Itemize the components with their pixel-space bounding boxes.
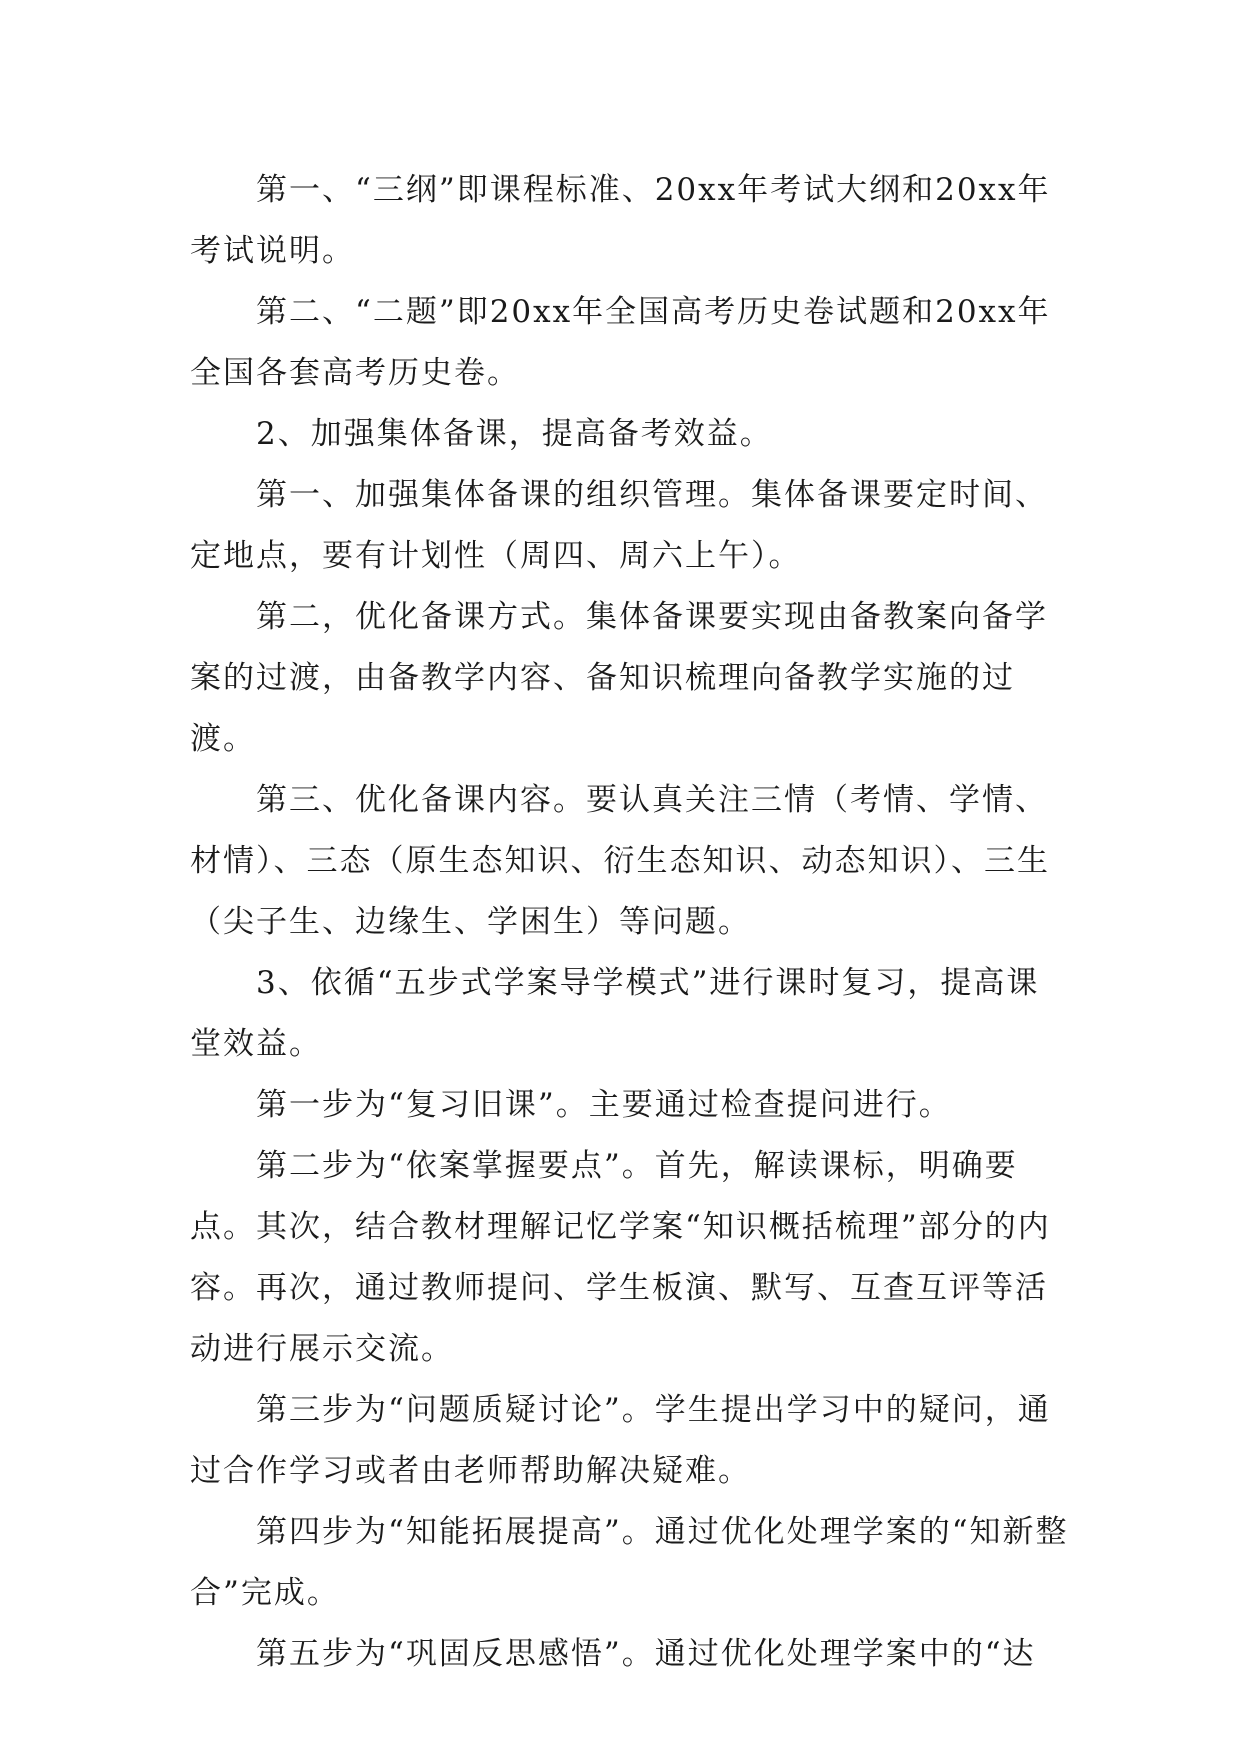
paragraph: 第二、“二题”即20xx年全国高考历史卷试题和20xx年全国各套高考历史卷。: [190, 294, 1051, 391]
paragraph: 第三、优化备课内容。要认真关注三情（考情、学情、材情）、三态（原生态知识、衍生态知识、动态知识）、三生（尖子生、边缘生、学困生）等问题。: [190, 782, 1050, 940]
paragraph: 第三步为“问题质疑讨论”。学生提出学习中的疑问，通过合作学习或者由老师帮助解决疑难。: [190, 1392, 1051, 1489]
paragraph: 第一、加强集体备课的组织管理。集体备课要定时间、定地点，要有计划性（周四、周六上午）。: [190, 477, 1048, 574]
paragraph: 2、加强集体备课，提高备考效益。: [256, 416, 773, 452]
paragraph: 第五步为“巩固反思感悟”。通过优化处理学案中的“达: [256, 1636, 1036, 1672]
paragraph: 第二，优化备课方式。集体备课要实现由备教案向备学案的过渡，由备教学内容、备知识梳理向备教学实施的过渡。: [190, 599, 1048, 757]
paragraph: 3、依循“五步式学案导学模式”进行课时复习，提高课堂效益。: [190, 965, 1040, 1062]
document-body: [190, 160, 1070, 1685]
paragraph: 第一步为“复习旧课”。主要通过检查提问进行。: [256, 1087, 952, 1123]
paragraph: 第二步为“依案掌握要点”。首先，解读课标，明确要点。其次，结合教材理解记忆学案“知识概括梳理”部分的内容。再次，通过教师提问、学生板演、默写、互查互评等活动进行展示交流。: [190, 1148, 1051, 1367]
paragraph: 第四步为“知能拓展提高”。通过优化处理学案的“知新整合”完成。: [190, 1514, 1069, 1611]
paragraph: 第一、“三纲”即课程标准、20xx年考试大纲和20xx年考试说明。: [190, 172, 1051, 269]
